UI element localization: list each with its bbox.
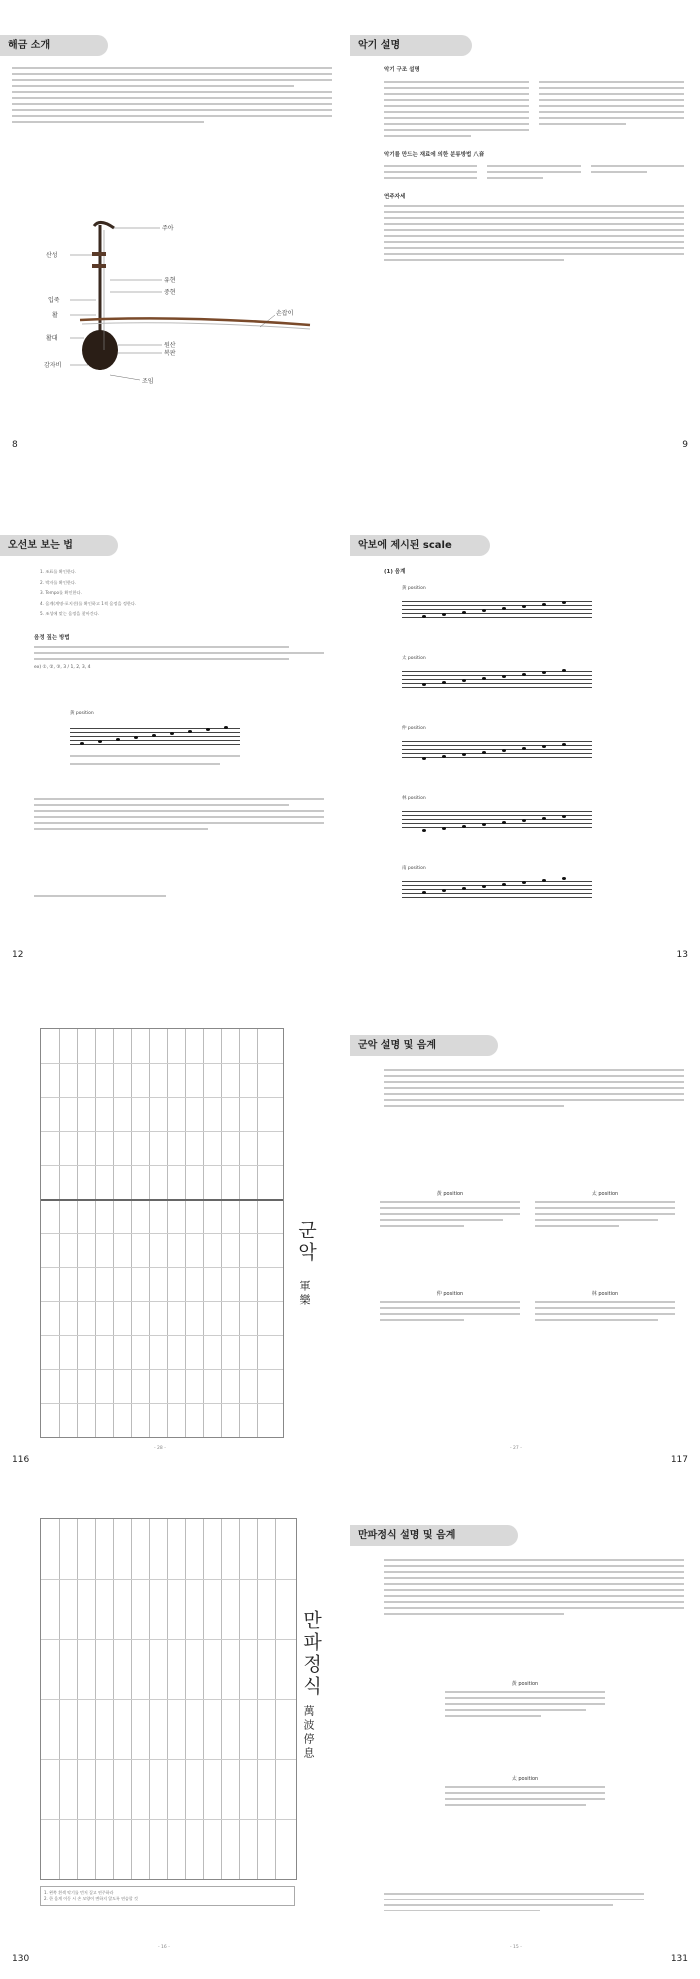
svg-text:중현: 중현 [164, 289, 176, 296]
piece-title: 만파정식 [300, 1610, 322, 1698]
section-header: 악기 설명 [350, 35, 472, 56]
spread-4 [0, 1490, 700, 1979]
center-page-num: - 27 - [510, 1446, 522, 1451]
svg-text:원산: 원산 [164, 342, 176, 349]
position-block-1: 黃 position [445, 1680, 605, 1721]
example-staff: 黃 position [70, 718, 240, 778]
position-block-3: 仲 position [380, 1290, 520, 1325]
section-header: 악보에 제시된 scale [350, 535, 490, 556]
scale-staff-3: 仲 position [402, 735, 592, 780]
position-block-4: 林 position [535, 1290, 675, 1325]
scale-staff-1: 黃 position [402, 595, 592, 640]
page-117 [350, 1000, 700, 1480]
svg-text:산성: 산성 [46, 252, 58, 259]
svg-text:활: 활 [52, 312, 58, 319]
footnote [384, 1890, 644, 1915]
page-number: 130 [12, 1954, 30, 1964]
page-number: 12 [12, 950, 24, 960]
svg-text:조임: 조임 [142, 378, 154, 385]
score-grid [40, 1518, 297, 1880]
scale-label: (1) 음계 [384, 569, 406, 575]
spread-2 [0, 500, 700, 975]
svg-text:주아: 주아 [162, 225, 174, 232]
gunak-text [384, 1066, 684, 1111]
page-number: 8 [12, 440, 18, 450]
svg-text:손잡이: 손잡이 [276, 310, 294, 317]
piece-title-hanja: 萬波停息 [302, 1705, 315, 1761]
page-number: 116 [12, 1455, 30, 1465]
section-header: 해금 소개 [0, 35, 108, 56]
piece-title-hanja: 軍樂 [298, 1280, 311, 1308]
center-page-num: - 28 - [154, 1446, 166, 1451]
scale-staff-2: 太 position [402, 665, 592, 710]
page-number: 9 [682, 440, 688, 450]
position-block-1: 黃 position [380, 1190, 520, 1231]
page-number: 13 [676, 950, 688, 960]
pitch-method: 음정 짚는 방법 ex) ①, ②, ③, 3 / 1, 2, 3, 4 [34, 632, 324, 672]
svg-text:복판: 복판 [164, 350, 176, 357]
scale-staff-4: 林 position [402, 805, 592, 850]
spread-3 [0, 1000, 700, 1480]
page-number: 131 [670, 1954, 688, 1964]
svg-text:유현: 유현 [164, 277, 176, 284]
page-116 [0, 1000, 350, 1480]
manpa-text [384, 1556, 684, 1619]
center-page-num: - 16 - [158, 1945, 170, 1950]
section-header: 군악 설명 및 음계 [350, 1035, 498, 1056]
page-9 [350, 0, 700, 465]
position-block-2: 太 position [445, 1775, 605, 1810]
section-header: 만파정식 설명 및 음계 [350, 1525, 518, 1546]
spread-1 [0, 0, 700, 465]
svg-text:감자비: 감자비 [44, 362, 62, 369]
footnote [34, 892, 184, 901]
position-block-2: 太 position [535, 1190, 675, 1231]
svg-text:입죽: 입죽 [48, 297, 60, 304]
score-notes: 1. 왼쪽 흰색 악기를 먼저 짚고 연주하라 2. 한 음계 이동 시 손 모양이 변하지 않도록 연습할 것 [40, 1886, 295, 1906]
explanation-text [34, 795, 324, 834]
steps-list: 1. 조표를 확인한다. 2. 박자를 확인한다. 3. Tempo를 확인한다. 4. 음계(계명-포지션)를 확인하고 1씩 음정을 정한다. 5. 조성에 맞는 음정을 찾아간다. [40, 569, 137, 616]
scale-staff-5: 南 position [402, 875, 592, 920]
page-number: 117 [670, 1455, 688, 1465]
piece-title: 군악 [295, 1220, 317, 1264]
score-grid [40, 1028, 284, 1438]
page-13 [350, 500, 700, 975]
section-header: 오선보 보는 법 [0, 535, 118, 556]
intro-text [12, 64, 332, 127]
svg-text:활대: 활대 [46, 335, 58, 342]
page-12 [0, 500, 350, 975]
page-8 [0, 0, 350, 465]
page-131 [350, 1490, 700, 1979]
haegeum-figure [44, 220, 320, 400]
center-page-num: - 15 - [510, 1945, 522, 1950]
page-130 [0, 1490, 350, 1979]
structure-text: 악기 구조 설명 악기를 만드는 재료에 의한 분류방법 八音 연주자세 [384, 64, 684, 265]
